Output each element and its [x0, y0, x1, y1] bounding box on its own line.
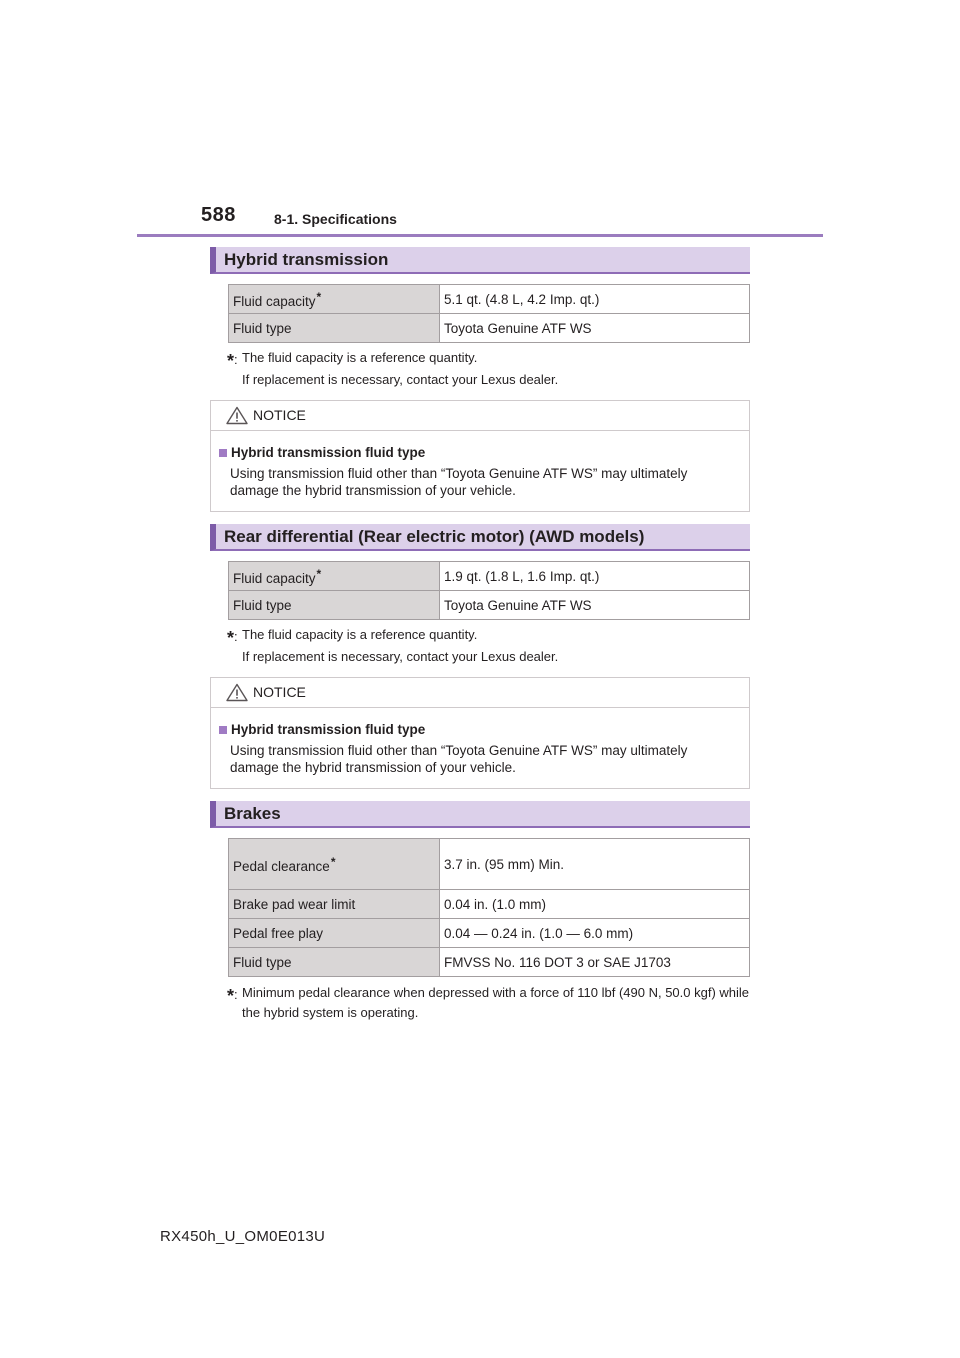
warning-triangle-icon	[226, 683, 248, 702]
section-title-text: Brakes	[224, 804, 281, 823]
notice-title: NOTICE	[253, 407, 306, 423]
footnote-brakes: *: Minimum pedal clearance when depressed with a force of 110 lbf (490 N, 50.0 kgf) while the hybrid system is operating.	[227, 983, 762, 1023]
table-row	[229, 314, 750, 343]
section-reference: 8-1. Specifications	[274, 211, 397, 227]
notice-body	[211, 708, 749, 788]
page-header	[137, 200, 823, 237]
footnote-text: The fluid capacity is a reference quantity.	[242, 627, 478, 642]
table-row	[229, 948, 750, 977]
asterisk-mark: *	[227, 628, 235, 648]
spec-label-cell: Fluid type	[229, 314, 440, 343]
spec-label-cell: Fluid type	[229, 591, 440, 620]
notice-header	[211, 401, 749, 431]
hybrid-transmission-table	[228, 284, 750, 343]
notice-header	[211, 678, 749, 708]
bullet-square-icon	[219, 726, 227, 734]
spec-label-cell: Fluid type	[229, 948, 440, 977]
warning-triangle-icon	[226, 406, 248, 425]
spec-label-cell: Brake pad wear limit	[229, 890, 440, 919]
spec-value-cell: FMVSS No. 116 DOT 3 or SAE J1703	[440, 948, 750, 977]
notice-body	[211, 431, 749, 511]
table-row	[229, 562, 750, 591]
table-row	[229, 919, 750, 948]
asterisk-mark: *	[227, 986, 235, 1006]
asterisk-mark: *	[227, 351, 235, 371]
notice-title: NOTICE	[253, 684, 306, 700]
asterisk-mark: *	[316, 566, 322, 581]
table-row	[229, 839, 750, 890]
notice-subtitle: Hybrid transmission fluid type	[231, 445, 426, 460]
spec-label-cell: Pedal free play	[229, 919, 440, 948]
footnote-rear-differential: *: The fluid capacity is a reference quantity. If replacement is necessary, contact your Lexus dealer.	[227, 625, 757, 667]
table-row	[229, 591, 750, 620]
table-row	[229, 890, 750, 919]
notice-box	[210, 677, 750, 789]
bullet-square-icon	[219, 449, 227, 457]
spec-value-cell: 1.9 qt. (1.8 L, 1.6 Imp. qt.)	[440, 562, 750, 591]
asterisk-mark: *	[316, 289, 322, 304]
notice-text: Using transmission fluid other than “Toyota Genuine ATF WS” may ultimately damage the hybrid transmission of your vehicle.	[230, 743, 688, 775]
asterisk-mark: *	[330, 854, 336, 869]
spec-label-cell: Fluid capacity*	[229, 285, 440, 314]
section-title-rear-differential	[210, 524, 750, 551]
table-row	[229, 285, 750, 314]
spec-label-cell: Fluid capacity*	[229, 562, 440, 591]
section-title-text: Rear differential (Rear electric motor) (AWD models)	[224, 527, 645, 546]
document-id: RX450h_U_OM0E013U	[160, 1228, 326, 1245]
footnote-text: If replacement is necessary, contact your Lexus dealer.	[242, 372, 559, 387]
footnote-text: If replacement is necessary, contact your Lexus dealer.	[242, 649, 559, 664]
section-title-brakes	[210, 801, 750, 828]
spec-value-cell: 0.04 in. (1.0 mm)	[440, 890, 750, 919]
footnote-text: Minimum pedal clearance when depressed with a force of 110 lbf (490 N, 50.0 kgf) while the hybrid system is operating.	[242, 985, 750, 1020]
notice-subtitle: Hybrid transmission fluid type	[231, 722, 426, 737]
notice-text: Using transmission fluid other than “Toyota Genuine ATF WS” may ultimately damage the hybrid transmission of your vehicle.	[230, 466, 688, 498]
spec-value-cell: Toyota Genuine ATF WS	[440, 591, 750, 620]
footnote-text: The fluid capacity is a reference quantity.	[242, 350, 478, 365]
section-title-hybrid-transmission	[210, 247, 750, 274]
footnote-hybrid-transmission: *: The fluid capacity is a reference quantity. If replacement is necessary, contact your Lexus dealer.	[227, 348, 757, 390]
spec-value-cell: 3.7 in. (95 mm) Min.	[440, 839, 750, 890]
notice-box	[210, 400, 750, 512]
spec-value-cell: 5.1 qt. (4.8 L, 4.2 Imp. qt.)	[440, 285, 750, 314]
brakes-table	[228, 838, 750, 977]
section-title-text: Hybrid transmission	[224, 250, 389, 269]
page-number: 588	[201, 204, 236, 226]
spec-value-cell: 0.04 — 0.24 in. (1.0 — 6.0 mm)	[440, 919, 750, 948]
spec-value-cell: Toyota Genuine ATF WS	[440, 314, 750, 343]
rear-differential-table	[228, 561, 750, 620]
spec-label-cell: Pedal clearance*	[229, 839, 440, 890]
